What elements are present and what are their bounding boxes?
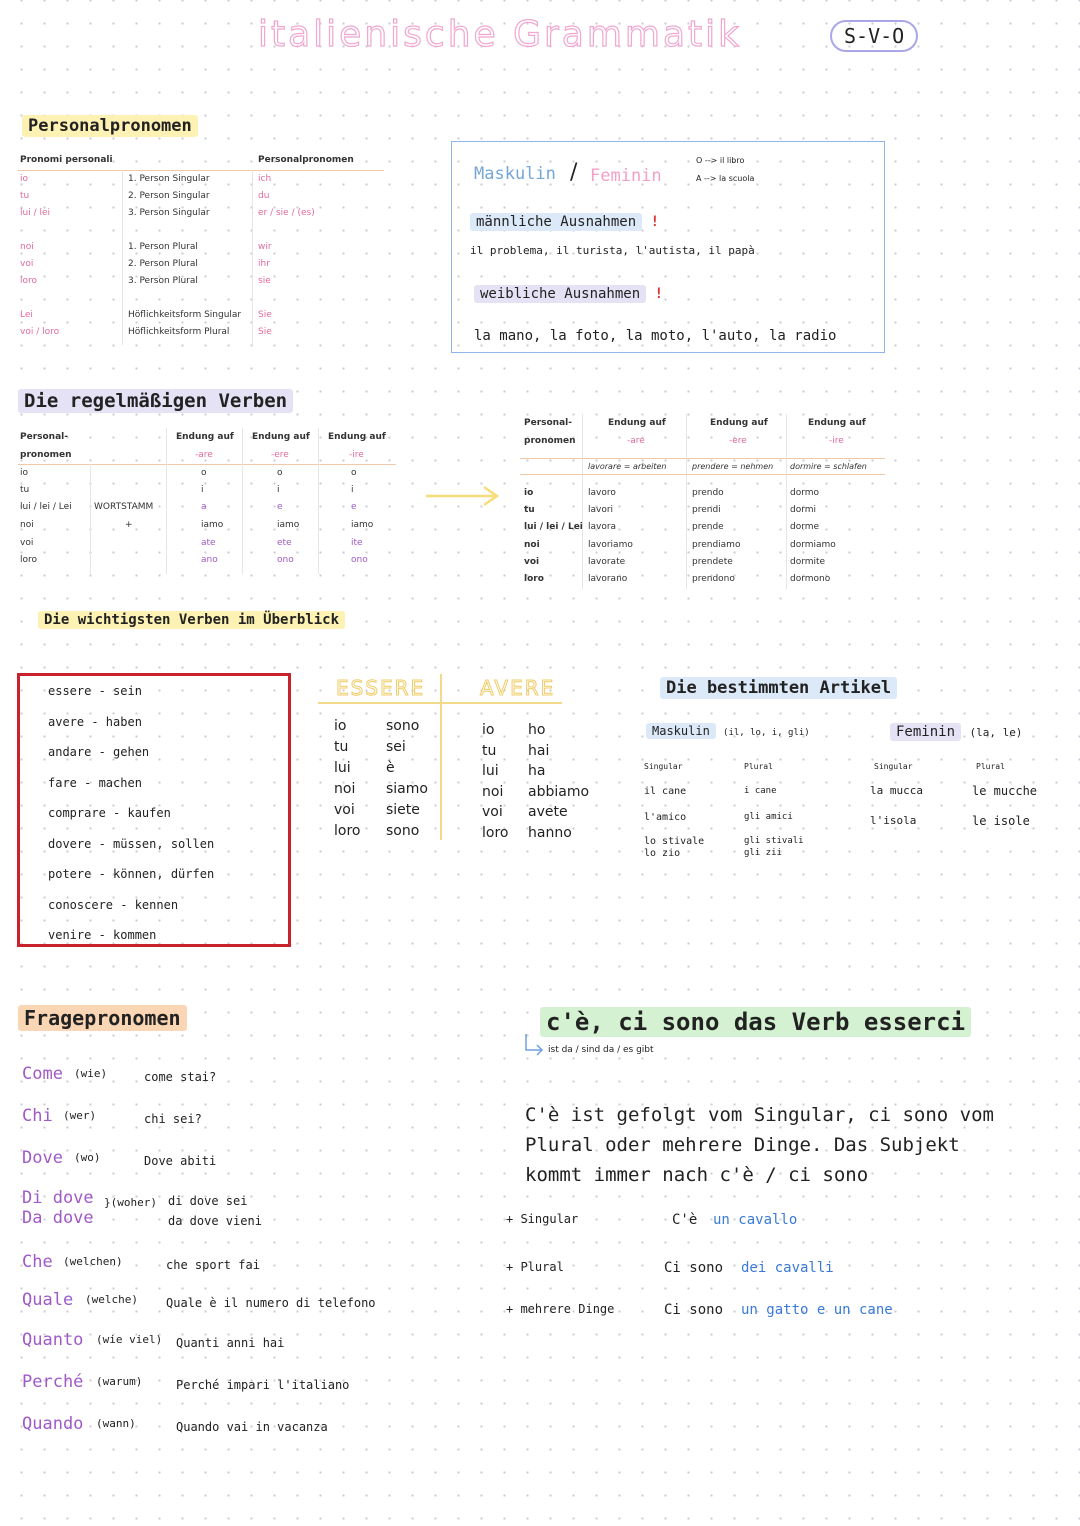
frage-de: (welche) (85, 1293, 138, 1306)
frage-ex: Dove abiti (144, 1154, 217, 1168)
personal-row-person: Höflichkeitsform Plural (128, 327, 230, 337)
reg-pron: lui / lei / Lei (20, 502, 72, 512)
reg-ire: ite (351, 538, 363, 548)
frage-de: (wie) (74, 1067, 108, 1080)
avere-pron: tu (482, 742, 497, 759)
personal-row-it: tu (20, 191, 30, 201)
reg-are: o (201, 468, 207, 478)
article-m-plur: gli zii (744, 848, 782, 858)
esserci-ex-b: un gatto e un cane (741, 1302, 893, 1318)
frage-de: (warum) (96, 1375, 143, 1388)
articles-mask: Maskulin (646, 723, 716, 739)
personal-row-person: 2. Person Singular (128, 191, 210, 201)
personal-row-de: Sie (258, 310, 272, 320)
ex-pron: io (524, 488, 534, 498)
personal-row-it: lui / lei (20, 208, 50, 218)
avere-pron: voi (482, 804, 503, 820)
ex-pron: noi (524, 540, 540, 550)
reg-ere: e (277, 502, 283, 512)
ex-are: lavora (588, 522, 617, 532)
important-verb: conoscere - kennen (48, 897, 179, 912)
reg-ire: o (351, 468, 357, 478)
ex-ire: dormo (790, 488, 820, 498)
frage-ex: Perché impari l'italiano (176, 1378, 350, 1392)
article-f-plur: le mucche (972, 784, 1038, 798)
frage-heading-text: Fragepronomen (18, 1005, 187, 1031)
reg-ire: iamo (351, 520, 374, 530)
reg-ere: o (277, 468, 283, 478)
personal-heading-text: Personalpronomen (22, 115, 198, 137)
articles-fem: Feminin (890, 723, 961, 741)
articles-f-sing-head: Singular (874, 762, 913, 771)
essere-form: sono (386, 718, 420, 734)
frage-ex: che sport fai (166, 1258, 260, 1272)
essere-pron: loro (334, 823, 361, 839)
avere-title: AVERE (480, 676, 556, 700)
article-m-sing: lo zio (644, 848, 681, 859)
ex-h-pron2: pronomen (524, 436, 576, 446)
ex-pron: voi (524, 557, 540, 567)
important-list-box (17, 673, 291, 947)
important-verb: avere - haben (48, 714, 142, 729)
reg-ere: ono (277, 555, 294, 565)
ex-ere: prendiamo (692, 540, 741, 550)
ex-are: lavoro (588, 488, 616, 498)
frage-de: (wann) (96, 1417, 136, 1430)
ex-pron: tu (524, 505, 535, 515)
avere-form: hai (528, 742, 550, 759)
gender-m-list: il problema, il turista, l'autista, il papà (470, 244, 755, 257)
reg-pron: loro (20, 555, 38, 565)
article-m-plur: gli amici (744, 812, 793, 822)
personal-row-it: Lei (20, 310, 33, 320)
gender-slash: / (570, 160, 578, 185)
essere-form: siete (386, 802, 420, 818)
important-verb: potere - können, dürfen (48, 867, 215, 881)
ex-ire: dormiamo (790, 540, 836, 550)
ex-h-end-3: Endung auf (808, 418, 866, 428)
frage-q: Dove (22, 1148, 63, 1168)
gender-m-bang: ! (650, 214, 660, 230)
personal-table (18, 150, 386, 350)
reg-stem: WORTSTAMM (94, 502, 154, 512)
ex-ere: prendi (692, 505, 721, 515)
ex-are: lavorano (588, 574, 628, 584)
esserci-label: + Singular (506, 1212, 579, 1226)
esserci-heading (540, 1008, 971, 1036)
gender-f-exc: weibliche Ausnahmen (474, 285, 646, 303)
corner-arrow-icon (522, 1032, 546, 1056)
reg-ire: i (351, 485, 354, 495)
ex-ere: prendono (692, 574, 735, 584)
ex-head-ire: dormire = schlafen (790, 462, 867, 471)
ex-ere: prendo (692, 488, 724, 498)
frage-de: (welchen) (63, 1255, 123, 1268)
reg-plus: + (125, 520, 133, 530)
esserci-heading-text: c'è, ci sono das Verb esserci (540, 1007, 971, 1037)
essere-form: è (386, 760, 395, 776)
frage-ex: Quanti anni hai (176, 1336, 285, 1350)
ex-ire: dormite (790, 557, 826, 567)
esserci-label: + mehrere Dinge (506, 1302, 615, 1316)
article-m-sing: l'amico (644, 812, 687, 823)
essere-form: sono (386, 823, 420, 839)
gender-f-list: la mano, la foto, la moto, l'auto, la radio (474, 328, 837, 344)
reg-h-end-1: Endung auf (176, 432, 234, 442)
avere-pron: lui (482, 763, 499, 779)
esserci-text-3: kommt immer nach c'è / ci sono (525, 1164, 869, 1186)
personal-row-de: ich (258, 174, 272, 184)
important-verb: essere - sein (48, 684, 142, 698)
article-m-sing: lo stivale (644, 836, 705, 847)
page-title (258, 14, 742, 55)
personal-heading (22, 116, 198, 136)
frage-q: Quale (22, 1290, 74, 1310)
essere-pron: voi (334, 802, 355, 818)
articles-f-plur-head: Plural (976, 762, 1005, 771)
gender-mask: Maskulin (474, 164, 556, 184)
important-verb: dovere - müssen, sollen (48, 836, 215, 851)
frage-heading (18, 1006, 187, 1030)
svo-text: S-V-O (844, 24, 905, 48)
articles-m-plur-head: Plural (744, 762, 773, 771)
article-f-sing: la mucca (870, 784, 923, 797)
articles-mask-note: (il, lo, i, gli) (723, 728, 810, 738)
personal-row-it: io (20, 174, 29, 184)
articles-block (640, 720, 1060, 870)
gender-box (451, 141, 885, 353)
article-m-plur: i cane (744, 786, 777, 796)
avere-form: hanno (528, 824, 572, 841)
reg-h-end-3: Endung auf (328, 432, 386, 442)
reg-are: ano (201, 555, 218, 565)
reg-are: ate (201, 538, 216, 548)
ex-head-are: lavorare = arbeiten (588, 462, 667, 471)
important-heading-text: Die wichtigsten Verben im Überblick (38, 611, 345, 629)
ex-h-ere: -ere (729, 436, 747, 446)
personal-row-it: loro (20, 276, 38, 286)
essere-form: siamo (386, 781, 428, 797)
reg-pron: io (20, 468, 29, 478)
articles-fem-note: (la, le) (969, 726, 1023, 739)
reg-ere: i (277, 485, 280, 495)
frage-q: Di dove Da dove (22, 1188, 94, 1228)
article-f-sing: l'isola (870, 814, 917, 827)
essere-avere-table (318, 674, 590, 844)
reg-pron: voi (20, 538, 34, 548)
personal-row-de: sie (258, 276, 271, 286)
essere-form: sei (386, 739, 406, 755)
articles-m-sing-head: Singular (644, 762, 683, 771)
frage-de: (wer) (63, 1109, 97, 1122)
ex-are: lavori (588, 505, 614, 515)
frage-ex: come stai? (144, 1070, 217, 1084)
ex-are: lavorate (588, 557, 626, 567)
esserci-ex-a: Ci sono (664, 1302, 724, 1318)
regular-heading (18, 390, 293, 412)
articles-heading (660, 678, 897, 698)
reg-ere: iamo (277, 520, 300, 530)
ex-h-pron1: Personal- (524, 418, 572, 428)
personal-row-person: 3. Person Plural (128, 276, 198, 286)
article-f-plur: le isole (972, 814, 1030, 828)
personal-row-de: du (258, 191, 270, 201)
personal-row-de: wir (258, 242, 272, 252)
ex-ere: prende (692, 522, 724, 532)
ex-ire: dorme (790, 522, 820, 532)
important-verb: andare - gehen (48, 745, 150, 759)
ex-h-ire: -ire (829, 436, 844, 446)
gender-m-exc: männliche Ausnahmen (470, 213, 642, 231)
regular-heading-text: Die regelmäßigen Verben (18, 389, 293, 413)
reg-are: a (201, 502, 207, 512)
important-verb: fare - machen (48, 775, 142, 790)
essere-pron: tu (334, 739, 349, 755)
avere-form: ho (528, 722, 546, 738)
regular-table (18, 428, 398, 578)
articles-heading-text: Die bestimmten Artikel (660, 677, 897, 699)
ex-head-ere: prendere = nehmen (692, 462, 774, 471)
gender-rule-o: O --> il libro (696, 156, 745, 165)
avere-pron: io (482, 722, 495, 738)
esserci-ex-b: dei cavalli (741, 1260, 834, 1276)
svo-badge (830, 20, 918, 52)
frage-de: (wie viel) (96, 1333, 163, 1346)
important-verb: venire - kommen (48, 928, 157, 942)
frage-de: (wo) (74, 1151, 101, 1164)
personal-row-person: 3. Person Singular (128, 208, 210, 218)
personal-row-person: 1. Person Plural (128, 242, 198, 252)
personal-row-person: 1. Person Singular (128, 174, 210, 184)
personal-row-person: 2. Person Plural (128, 259, 198, 269)
ex-h-are: -are (627, 436, 645, 446)
personal-row-de: er / sie / (es) (258, 208, 315, 218)
ex-h-end-2: Endung auf (710, 418, 768, 428)
frage-q: Che (22, 1252, 53, 1272)
ex-h-end-1: Endung auf (608, 418, 666, 428)
esserci-ex-a: C'è (672, 1212, 698, 1228)
ex-ere: prendete (692, 557, 733, 567)
reg-h-pron1: Personal- (20, 432, 68, 442)
gender-rule-a: A --> la scuola (696, 174, 755, 183)
ex-pron: loro (524, 574, 544, 584)
frage-q: Come (22, 1064, 63, 1084)
frage-q: Perché (22, 1372, 84, 1392)
ex-pron: lui / lei / Lei (524, 522, 583, 532)
article-m-plur: gli stivali (744, 836, 804, 846)
esserci-label: + Plural (506, 1260, 564, 1274)
esserci-sub: ist da / sind da / es gibt (548, 1045, 654, 1055)
reg-h-ere: -ere (271, 450, 289, 460)
personal-row-it: voi (20, 259, 34, 269)
frage-q: Chi (22, 1106, 53, 1126)
reg-ire: e (351, 502, 357, 512)
personal-row-it: noi (20, 242, 34, 252)
esserci-text-1: C'è ist gefolgt vom Singular, ci sono vom (525, 1104, 994, 1126)
frage-ex: Quale è il numero di telefono (166, 1296, 376, 1310)
frage-q: Quanto (22, 1330, 84, 1350)
reg-h-pron2: pronomen (20, 450, 72, 460)
reg-pron: tu (20, 485, 30, 495)
avere-form: avete (528, 804, 568, 820)
reg-h-are: -are (195, 450, 213, 460)
important-heading (38, 612, 345, 628)
essere-pron: noi (334, 781, 356, 797)
essere-pron: io (334, 718, 347, 734)
example-table (520, 414, 885, 589)
ex-ire: dormi (790, 505, 817, 515)
esserci-text (525, 1100, 1065, 1190)
frage-ex: chi sei? (144, 1112, 202, 1126)
essere-title: ESSERE (336, 676, 426, 700)
ex-are: lavoriamo (588, 540, 633, 550)
reg-ere: ete (277, 538, 292, 548)
personal-row-person: Höflichkeitsform Singular (128, 310, 242, 320)
avere-form: abbiamo (528, 783, 590, 800)
title-text: italienische Grammatik (258, 14, 743, 55)
reg-are: i (201, 485, 204, 495)
gender-fem: Feminin (590, 166, 662, 186)
reg-ire: ono (351, 555, 368, 565)
personal-row-de: Sie (258, 327, 272, 337)
avere-pron: noi (482, 783, 504, 800)
frage-ex: di dove sei da dove vieni (168, 1194, 262, 1228)
reg-h-end-2: Endung auf (252, 432, 310, 442)
avere-form: ha (528, 763, 546, 779)
arrow-right-icon (424, 484, 500, 508)
personal-row-de: ihr (258, 259, 270, 269)
article-m-sing: il cane (644, 786, 687, 797)
gender-f-bang: ! (654, 286, 664, 302)
frage-de: }(woher) (104, 1196, 157, 1209)
ex-ire: dormono (790, 574, 831, 584)
esserci-ex-b: un cavallo (713, 1212, 798, 1228)
essere-pron: lui (334, 760, 351, 776)
personal-row-it: voi / loro (20, 327, 60, 337)
avere-pron: loro (482, 824, 509, 841)
esserci-text-2: Plural oder mehrere Dinge. Das Subjekt (525, 1134, 960, 1156)
reg-pron: noi (20, 520, 34, 530)
personal-col3: Personalpronomen (258, 155, 354, 165)
frage-ex: Quando vai in vacanza (176, 1420, 328, 1434)
frage-q: Quando (22, 1414, 84, 1434)
personal-col1: Pronomi personali (20, 155, 113, 165)
important-verb: comprare - kaufen (48, 806, 171, 820)
reg-h-ire: -ire (349, 450, 364, 460)
reg-are: iamo (201, 520, 224, 530)
esserci-ex-a: Ci sono (664, 1260, 724, 1276)
